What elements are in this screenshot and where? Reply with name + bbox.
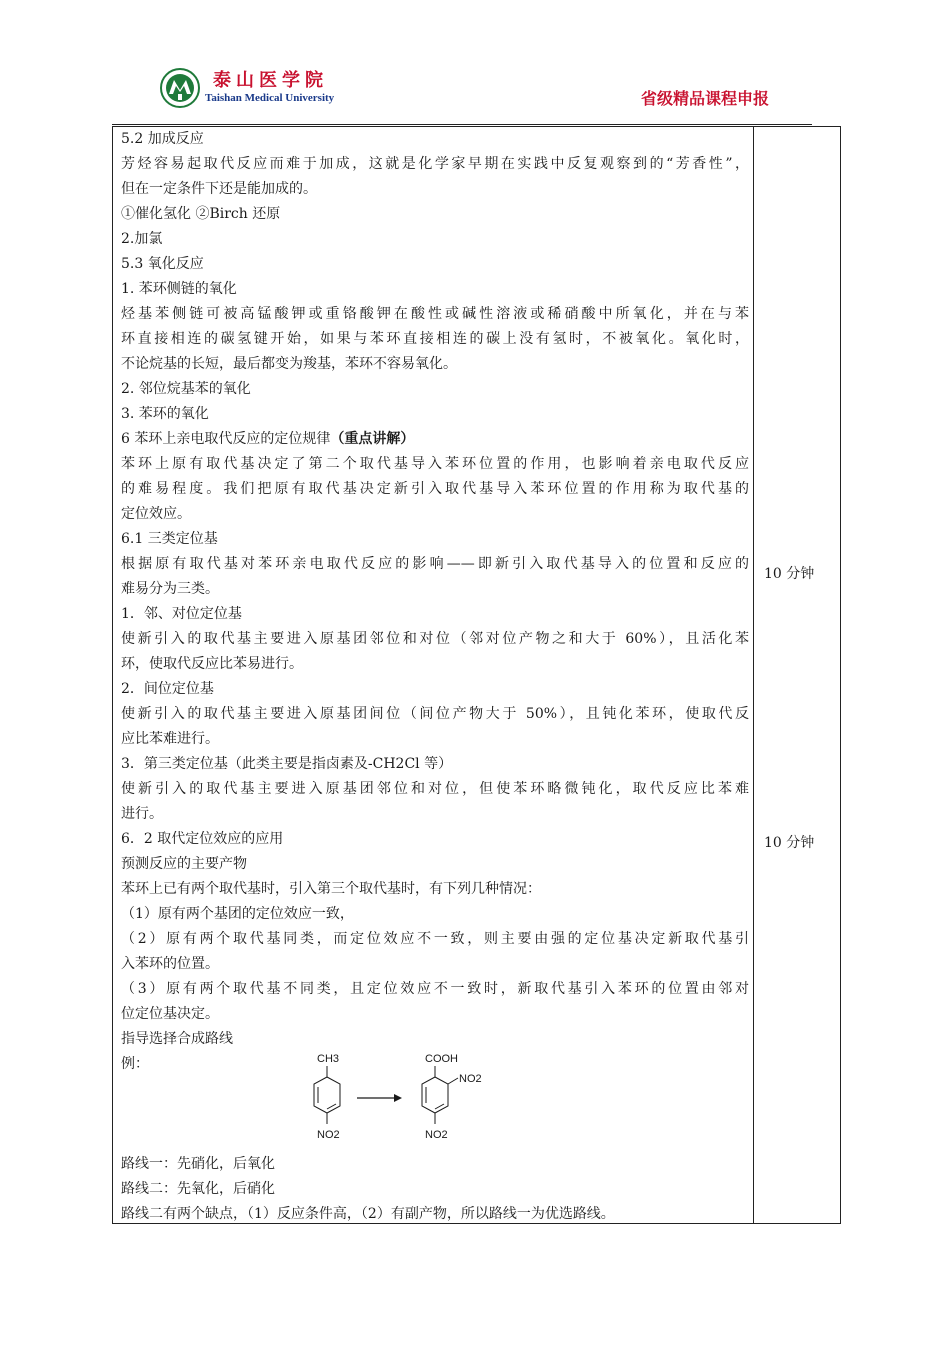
text-line: 1．邻、对位定位基 xyxy=(121,606,242,622)
text-line: 路线二有两个缺点，（1）反应条件高，（2）有副产物，所以路线一为优选路线。 xyxy=(121,1206,615,1222)
text-line: 但在一定条件下还是能加成的。 xyxy=(121,181,317,197)
text-line: 环直接相连的碳氢键开始，如果与苯环直接相连的碳上没有氢时，不被氧化。氧化时， xyxy=(121,331,749,347)
text-line: 不论烷基的长短，最后都变为羧基，苯环不容易氧化。 xyxy=(121,356,457,372)
reactant-nitro-label: NO2 xyxy=(317,1129,340,1141)
text-line: 路线一：先硝化，后氧化 xyxy=(121,1156,275,1172)
text-line: 应比苯难进行。 xyxy=(121,731,219,747)
reactant-structure xyxy=(314,1053,340,1141)
column-divider xyxy=(753,126,754,1224)
text-line: 根据原有取代基对苯环亲电取代反应的影响——即新引入取代基导入的位置和反应的 xyxy=(121,556,749,572)
text-line: 6.1 三类定位基 xyxy=(121,531,218,547)
reaction-arrow-icon xyxy=(357,1094,402,1102)
time-allocation-1: 10 分钟 xyxy=(764,566,815,582)
text-line: 3. 苯环的氧化 xyxy=(121,406,209,422)
text-line: 2．间位定位基 xyxy=(121,681,214,697)
text-line: 入苯环的位置。 xyxy=(121,956,219,972)
text-line: 5.2 加成反应 xyxy=(121,131,204,147)
text-line: 3．第三类定位基（此类主要是指卤素及-CH2Cl 等） xyxy=(121,756,453,772)
text-line: 使新引入的取代基主要进入原基团邻位和对位，但使苯环略微钝化，取代反应比苯难 xyxy=(121,781,749,797)
course-application-title: 省级精品课程申报 xyxy=(641,89,770,108)
text-line: 路线二：先氧化，后硝化 xyxy=(121,1181,275,1197)
text-line: 难易分为三类。 xyxy=(121,581,219,597)
product-para-nitro-label: NO2 xyxy=(425,1129,448,1141)
text-line: （3）原有两个取代基不同类，且定位效应不一致时，新取代基引入苯环的位置由邻对 xyxy=(121,981,749,997)
text-line: 苯环上已有两个取代基时，引入第三个取代基时，有下列几种情况： xyxy=(121,881,541,897)
text-line: 定位效应。 xyxy=(121,506,191,522)
text-line: ①催化氢化 ②Birch 还原 xyxy=(121,206,281,222)
text-line: 芳烃容易起取代反应而难于加成，这就是化学家早期在实践中反复观察到的“芳香性”， xyxy=(121,156,749,172)
text-line: 2.加氯 xyxy=(121,231,163,247)
text-line: 使新引入的取代基主要进入原基团邻位和对位（邻对位产物之和大于 60%），且活化苯 xyxy=(121,631,749,647)
text-line: 的难易程度。我们把原有取代基决定新引入取代基导入苯环位置的作用称为取代基的 xyxy=(121,481,749,497)
text-line: （1）原有两个基团的定位效应一致， xyxy=(121,906,354,922)
text-line: 6．2 取代定位效应的应用 xyxy=(121,831,284,847)
text-line: 使新引入的取代基主要进入原基团间位（间位产物大于 50%），且钝化苯环，使取代反 xyxy=(121,706,749,722)
reaction-scheme xyxy=(290,1048,510,1148)
text-line: 环，使取代反应比苯易进行。 xyxy=(121,656,303,672)
text-line: 烃基苯侧链可被高锰酸钾或重铬酸钾在酸性或碱性溶液或稀硝酸中所氧化，并在与苯 xyxy=(121,306,749,322)
text-line: 1. 苯环侧链的氧化 xyxy=(121,281,237,297)
text-line: 进行。 xyxy=(121,806,163,822)
text-line: 指导选择合成路线 xyxy=(121,1031,233,1047)
section-6-heading xyxy=(121,427,749,452)
reactant-methyl-label: CH3 xyxy=(317,1053,340,1065)
text-line: 2. 邻位烷基苯的氧化 xyxy=(121,381,251,397)
text-line: 预测反应的主要产物 xyxy=(121,856,247,872)
product-ortho-nitro-label: NO2 xyxy=(459,1073,482,1085)
text-line: 5.3 氧化反应 xyxy=(121,256,204,272)
text-line: 例： xyxy=(121,1056,149,1072)
text-line: 苯环上原有取代基决定了第二个取代基导入苯环位置的作用，也影响着亲电取代反应 xyxy=(121,456,749,472)
product-structure xyxy=(422,1053,482,1141)
page-header xyxy=(0,0,952,128)
text-line: 位定位基决定。 xyxy=(121,1006,219,1022)
university-name-en: Taishan Medical University xyxy=(205,92,335,104)
section-6-title: 6 苯环上亲电取代反应的定位规律 xyxy=(121,431,331,447)
header-rule xyxy=(112,124,812,125)
text-line: （2）原有两个取代基同类，而定位效应不一致，则主要由强的定位基决定新取代基引 xyxy=(121,931,749,947)
university-logo-icon xyxy=(160,68,200,108)
section-6-emphasis: （重点讲解） xyxy=(330,431,415,447)
university-name-cn: 泰山医学院 xyxy=(213,70,328,91)
product-carboxyl-label: COOH xyxy=(425,1053,458,1065)
time-allocation-2: 10 分钟 xyxy=(764,835,815,851)
